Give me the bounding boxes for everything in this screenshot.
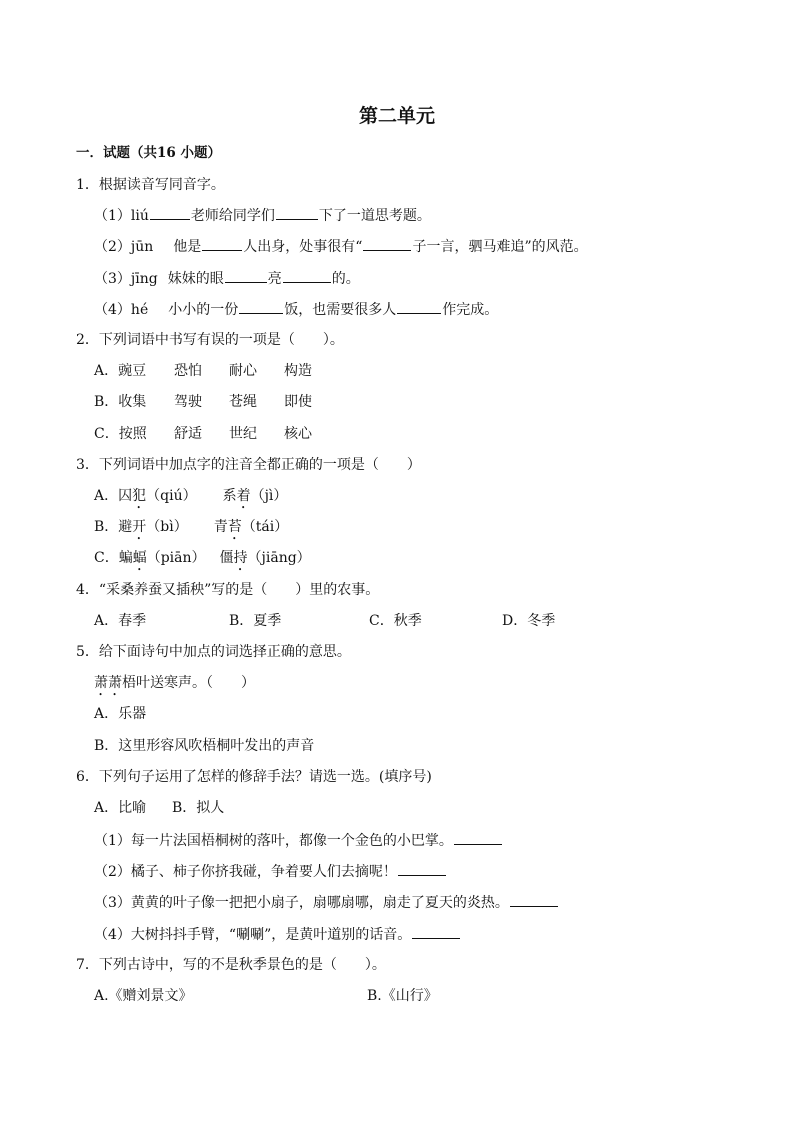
option: B．夏季 (229, 613, 282, 629)
text: 梧叶送寒声。（ ） (122, 675, 255, 691)
item-number: （3） (94, 271, 131, 287)
q6-item-2 (94, 861, 447, 882)
text: 的。 (331, 271, 360, 287)
item-number: （1） (94, 208, 131, 224)
option: D．冬季 (502, 613, 556, 629)
q6-options (94, 798, 224, 818)
question-3-stem: 3．下列词语中加点字的注音全都正确的一项是（ ） (76, 457, 421, 473)
pinyin: （tái） (241, 519, 289, 535)
q6-item-4 (94, 924, 461, 945)
dotted-char: 蝠 (132, 550, 147, 566)
pinyin: hé (130, 302, 149, 318)
option: B．拟人 (172, 800, 225, 816)
q3-option-c (94, 548, 311, 574)
answer-blank[interactable] (412, 924, 460, 939)
answer-blank[interactable] (510, 892, 558, 907)
item-number: （2） (94, 239, 131, 255)
option-word: 耐心 (229, 363, 257, 379)
dotted-char: 开 (132, 519, 147, 535)
answer-blank[interactable] (276, 205, 318, 220)
pinyin: （qiú） (146, 488, 197, 504)
char: 囚 (118, 488, 133, 504)
question-7-stem: 7．下列古诗中，写的不是秋季景色的是（ ）。 (76, 957, 386, 973)
item-number: （4） (94, 302, 131, 318)
option-label: A． (94, 488, 119, 504)
answer-blank[interactable] (150, 205, 190, 220)
char: 蝙 (118, 550, 133, 566)
option-word: A．豌豆 (94, 363, 147, 379)
option-word: 苍绳 (229, 394, 257, 410)
text: 他是 (173, 239, 202, 255)
option-word: C．按照 (94, 426, 147, 442)
answer-blank[interactable] (283, 268, 331, 283)
q1-item-4 (94, 299, 498, 320)
text: 老师给同学们 (190, 208, 275, 224)
question-5-stem: 5．给下面诗句中加点的词选择正确的意思。 (76, 644, 351, 660)
char: 系 (222, 488, 237, 504)
q2-option-c (94, 424, 312, 444)
option-word: 构造 (284, 363, 312, 379)
q6-item-1 (94, 830, 503, 851)
pinyin: （bì） (146, 519, 188, 535)
option-word: 即使 (284, 394, 312, 410)
pinyin: （piān） (146, 550, 206, 566)
option-word: 世纪 (229, 426, 257, 442)
q2-option-b (94, 392, 312, 412)
q5-option-a: A．乐器 (94, 706, 147, 722)
q5-option-b: B．这里形容风吹梧桐叶发出的声音 (94, 738, 315, 754)
text: （3）黄黄的叶子像一把把小扇子，扇哪扇哪，扇走了夏天的炎热。 (94, 895, 509, 911)
q3-option-b (94, 517, 288, 543)
option: C．秋季 (369, 613, 422, 629)
answer-blank[interactable] (397, 299, 441, 314)
text: 子一言，驷马难追”的风范。 (412, 239, 588, 255)
pinyin: jūn (130, 239, 154, 255)
answer-blank[interactable] (363, 236, 411, 251)
q1-item-1 (94, 205, 431, 226)
char: 僵 (219, 550, 234, 566)
text: （2）橘子、柿子你挤我碰，争着要人们去摘呢！ (94, 864, 397, 880)
option-word: 舒适 (174, 426, 202, 442)
q1-item-2 (94, 236, 588, 257)
q6-item-3 (94, 892, 559, 913)
pinyin: （jiāng） (247, 550, 311, 566)
dotted-char: 持 (233, 550, 248, 566)
text: 亮 (267, 271, 282, 287)
text: 小小的一份 (168, 302, 239, 318)
text: 人出身，处事很有“ (243, 239, 363, 255)
q4-options (94, 611, 555, 631)
question-1-stem: 1．根据读音写同音字。 (76, 177, 225, 193)
option: A．春季 (94, 613, 147, 629)
char: 青 (213, 519, 228, 535)
answer-blank[interactable] (398, 861, 446, 876)
dotted-char: 犯 (132, 488, 147, 504)
section-heading: 一．试题（共16 小题） (76, 145, 221, 161)
option-word: 恐怕 (174, 363, 202, 379)
text: （4）大树抖抖手臂，“唰唰”，是黄叶道别的话音。 (94, 927, 412, 943)
answer-blank[interactable] (225, 268, 267, 283)
dotted-char: 着 (236, 488, 251, 504)
option: A．比喻 (94, 800, 147, 816)
option-label: C． (94, 550, 119, 566)
question-2-stem: 2．下列词语中书写有误的一项是（ ）。 (76, 332, 344, 348)
pinyin: liú (130, 208, 149, 224)
q1-item-3 (94, 268, 360, 289)
option-word: 核心 (284, 426, 312, 442)
char: 避 (118, 519, 133, 535)
option-word: B．收集 (94, 394, 147, 410)
text: 饭，也需要很多人 (284, 302, 397, 318)
answer-blank[interactable] (239, 299, 283, 314)
text: 作完成。 (442, 302, 499, 318)
q2-option-a (94, 361, 312, 381)
option-label: B． (94, 519, 119, 535)
q3-option-a (94, 486, 287, 512)
text: （1）每一片法国梧桐树的落叶，都像一个金色的小巴掌。 (94, 833, 453, 849)
q7-option-b: B.《山行》 (367, 988, 438, 1004)
page-title: 第二单元 (358, 105, 435, 127)
answer-blank[interactable] (454, 830, 502, 845)
dotted-word: 萧萧 (94, 675, 122, 691)
q7-option-a: A.《赠刘景文》 (94, 988, 193, 1004)
question-4-stem: 4．“采桑养蚕又插秧”写的是（ ）里的农事。 (76, 582, 380, 598)
pinyin: （jì） (250, 488, 288, 504)
q5-poem-line (94, 673, 255, 699)
pinyin: jīng (130, 271, 158, 287)
text: 下了一道思考题。 (318, 208, 431, 224)
option-word: 驾驶 (174, 394, 202, 410)
dotted-char: 苔 (227, 519, 242, 535)
question-6-stem: 6．下列句子运用了怎样的修辞手法？请选一选。(填序号) (76, 769, 432, 785)
text: 妹妹的眼 (167, 271, 224, 287)
answer-blank[interactable] (202, 236, 242, 251)
